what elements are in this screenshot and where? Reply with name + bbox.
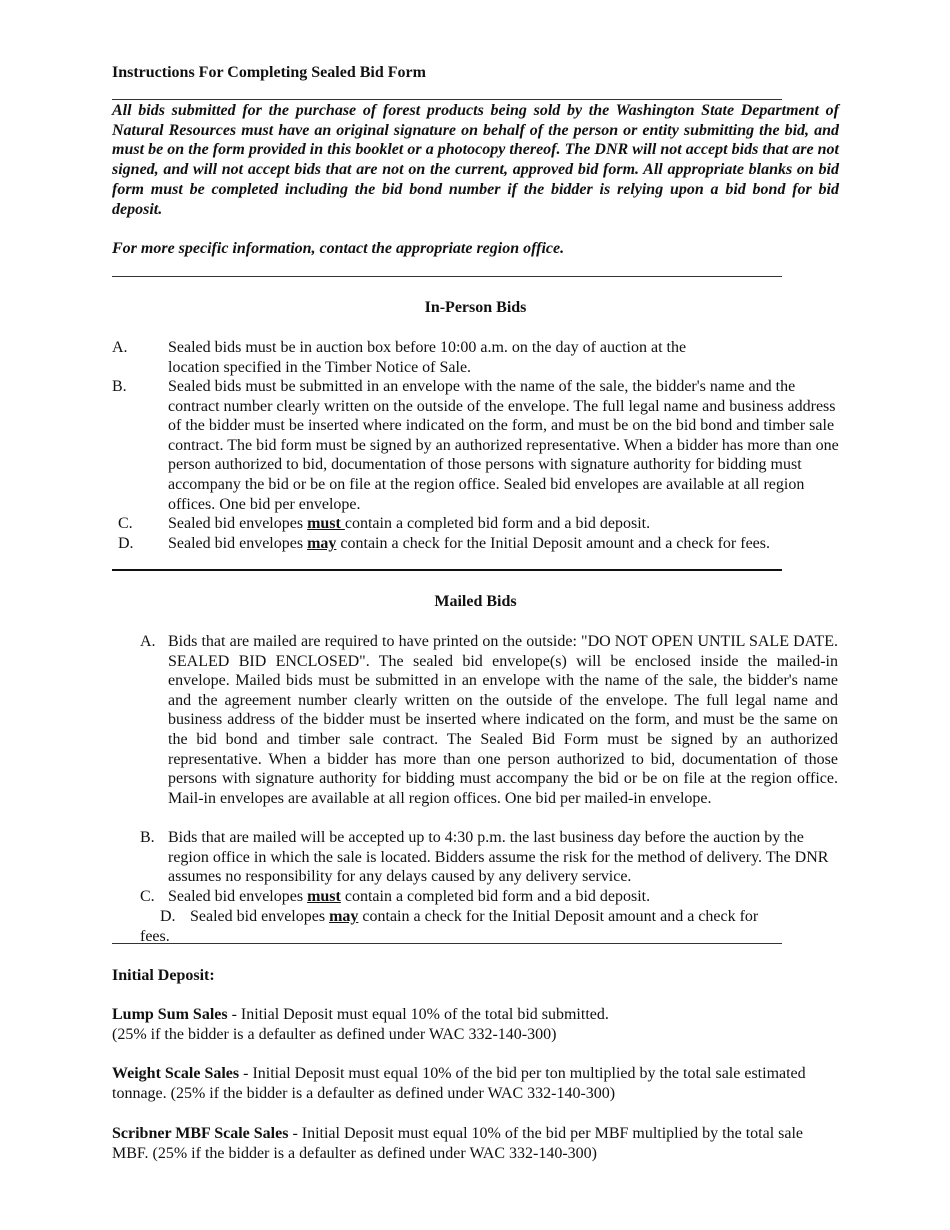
list-item: Bids that are mailed will be accepted up to 4:30 p.m. the last business day before the auction by the region office in which the sale is located. Bidders assume the risk for the method of delivery. The DNR assumes no responsibility for any delays caused by any delivery service.: [168, 829, 829, 886]
contact-note: For more specific information, contact the appropriate region office.: [112, 240, 565, 257]
weight-scale-label: Weight Scale Sales: [112, 1065, 240, 1082]
emphasis: must: [307, 888, 341, 905]
list-marker: B.: [112, 378, 127, 395]
in-person-heading: In-Person Bids: [424, 299, 527, 316]
lump-sum-label: Lump Sum Sales: [112, 1006, 228, 1023]
emphasis: may: [307, 535, 337, 552]
list-item: Bids that are mailed are required to have printed on the outside: "DO NOT OPEN UNTIL SALE DATE. SEALED BID ENCLOSED". The sealed bid envelope(s) will be enclosed inside the mailed-in envelope. Mailed bids must be submitted in an envelope with the name of the sale, the bidder's name and the agreement number clearly written on the outside of the envelope. The full legal name and business address of the bidder must be inserted where indicated on the form, and must be the same on the bid bond and timber sale contract. The Sealed Bid Form must be signed by an authorized representative. When a bidder has more than one person authorized to bid, documentation of those persons with signature authority for bidding must accompany the bid or be on file at the region office. Mail-in envelopes are available at all region offices. One bid per mailed-in envelope.: [168, 633, 838, 807]
scribner-paragraph: [112, 1124, 840, 1163]
list-item: [168, 514, 840, 534]
weight-scale-text: - Initial Deposit must equal 10% of the bid per ton multiplied by the total sale estimated tonnage. (25% if the bidder is a defaulter as defined under WAC 332-140-300): [112, 1065, 806, 1102]
item-text: contain a completed bid form and a bid deposit.: [344, 515, 651, 532]
item-text: Sealed bid envelopes: [168, 535, 308, 552]
list-marker: D.: [118, 535, 134, 552]
list-item: [190, 907, 830, 927]
list-item: Sealed bids must be in auction box before 10:00 a.m. on the day of auction at the location specified in the Timber Notice of Sale.: [168, 339, 687, 376]
list-item: Sealed bids must be submitted in an envelope with the name of the sale, the bidder's name and the contract number clearly written on the outside of the envelope. The full legal name and business address of the bidder must be inserted where indicated on the form, and must be on the bid bond and timber sale contract. The bid form must be signed by an authorized representative. When a bidder has more than one person authorized to bid, documentation of those persons with signature authority for bidding must accompany the bid or be on file at the region office. Sealed bid envelopes are available at all region offices. One bid per envelope.: [168, 378, 839, 513]
list-marker: C.: [140, 888, 155, 905]
list-marker: C.: [118, 515, 133, 532]
list-marker: B.: [140, 829, 155, 846]
signature-notice: All bids submitted for the purchase of forest products being sold by the Washington State Department of Natural Resources must have an original signature on behalf of the person or entity submitting the bid, and must be on the form provided in this booklet or a photocopy thereof. The DNR will not accept bids that are not signed, and will not accept bids that are not on the current, approved bid form. All appropriate blanks on bid form must be completed including the bid bond number if the bidder is relying upon a bid bond for bid deposit.: [112, 102, 839, 218]
item-text: Sealed bid envelopes: [168, 888, 308, 905]
page-title: Instructions For Completing Sealed Bid Form: [112, 64, 426, 81]
divider: [112, 276, 782, 277]
list-marker: A.: [112, 339, 128, 356]
initial-deposit-heading: Initial Deposit:: [112, 967, 215, 984]
list-marker: D.: [160, 908, 176, 925]
scribner-text: - Initial Deposit must equal 10% of the bid per MBF multiplied by the total sale MBF. (25% if the bidder is a defaulter as defined under WAC 332-140-300): [112, 1125, 804, 1162]
list-item: [168, 534, 840, 554]
item-text: Sealed bid envelopes: [190, 908, 330, 925]
item-text: contain a completed bid form and a bid deposit.: [340, 888, 651, 905]
emphasis: may: [329, 908, 359, 925]
divider: [112, 569, 782, 571]
emphasis: must: [307, 515, 345, 532]
item-text: Sealed bid envelopes: [168, 515, 308, 532]
list-marker: A.: [140, 633, 156, 650]
scribner-label: Scribner MBF Scale Sales: [112, 1125, 289, 1142]
lump-sum-text: - Initial Deposit must equal 10% of the total bid submitted.: [227, 1006, 609, 1023]
item-text: contain a check for the Initial Deposit amount and a check for: [358, 908, 759, 925]
lump-sum-note: (25% if the bidder is a defaulter as defined under WAC 332-140-300): [112, 1025, 557, 1043]
divider: [112, 943, 782, 944]
item-text: contain a check for the Initial Deposit amount and a check for fees.: [336, 535, 771, 552]
weight-scale-paragraph: [112, 1064, 812, 1103]
list-item: [168, 887, 840, 907]
item-text-tail: fees.: [140, 928, 170, 945]
lump-sum-paragraph: [112, 1005, 840, 1044]
divider: [112, 99, 782, 100]
mailed-heading: Mailed Bids: [434, 593, 517, 610]
